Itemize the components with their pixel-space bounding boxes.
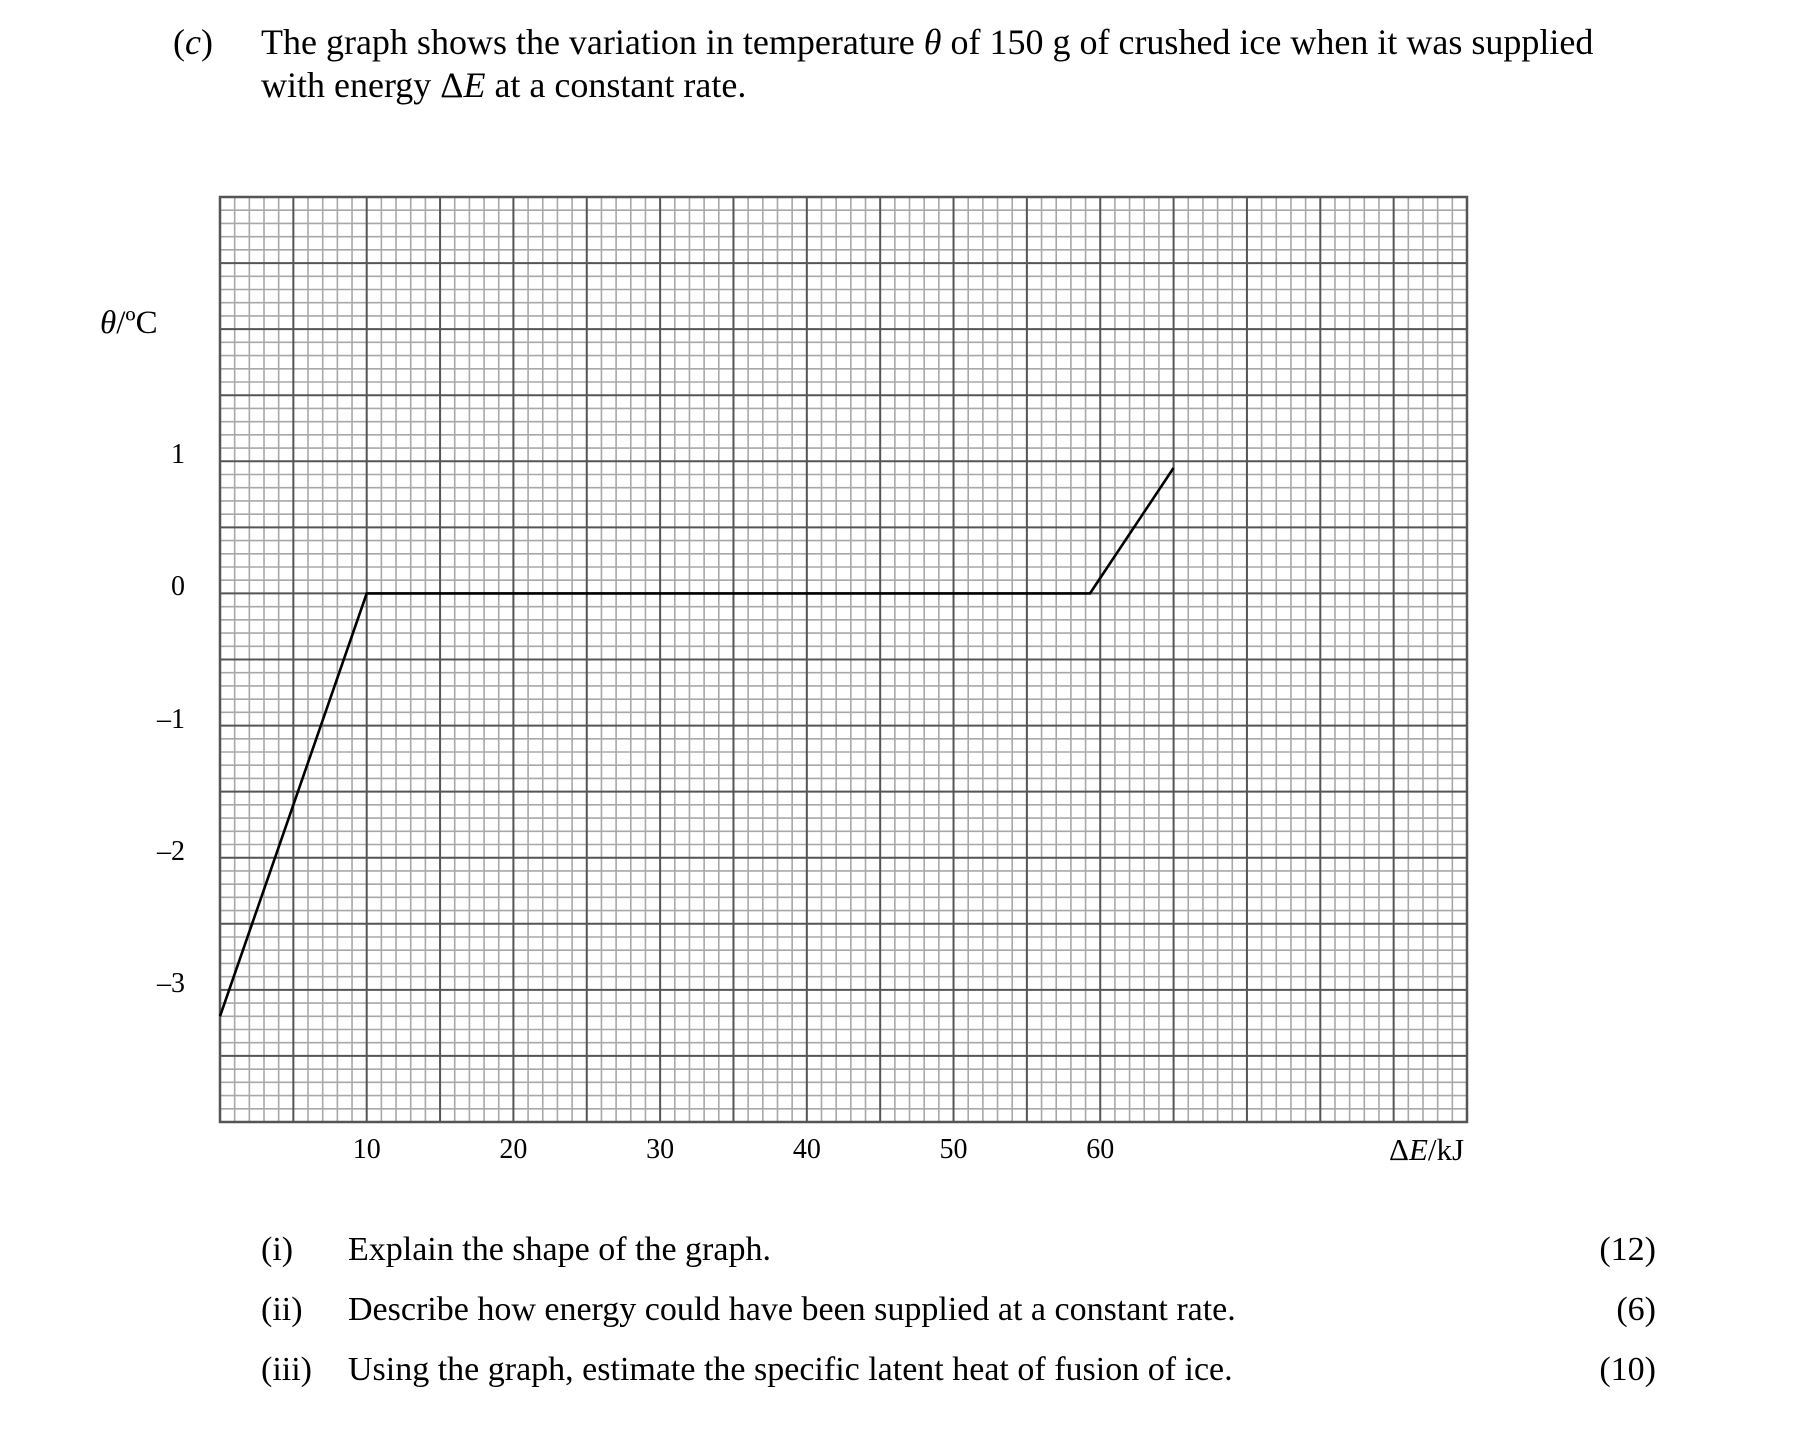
sub-question-number: (ii) xyxy=(261,1291,303,1328)
sub-question-marks: (6) xyxy=(1616,1291,1656,1328)
x-axis-symbol: E xyxy=(1408,1132,1428,1167)
sub-question-number: (i) xyxy=(261,1231,294,1268)
stem-text: with energy Δ xyxy=(261,65,464,105)
x-tick-label: 10 xyxy=(352,1134,381,1165)
stem-text: at a constant rate. xyxy=(485,65,747,105)
y-tick-label: –2 xyxy=(157,835,185,867)
sub-question-text: Explain the shape of the graph. xyxy=(348,1231,771,1268)
x-axis-unit: /kJ xyxy=(1427,1132,1465,1167)
major-grid xyxy=(220,197,1467,1122)
energy-symbol: E xyxy=(463,65,486,105)
x-tick-label: 30 xyxy=(646,1134,675,1165)
stem-text: of 150 g of crushed ice when it was supplied xyxy=(941,22,1594,62)
theta-symbol: θ xyxy=(923,22,942,62)
sub-question-marks: (12) xyxy=(1599,1231,1656,1268)
sub-question-text: Using the graph, estimate the specific latent heat of fusion of ice. xyxy=(348,1351,1233,1388)
y-tick-label: 0 xyxy=(171,571,185,603)
sub-question-marks: (10) xyxy=(1599,1351,1656,1388)
x-tick-label: 60 xyxy=(1086,1134,1115,1165)
paren-open: ( xyxy=(173,22,185,62)
stem-text: The graph shows the variation in temperature xyxy=(261,22,924,62)
x-tick-label: 20 xyxy=(499,1134,528,1165)
sub-question-text: Describe how energy could have been supplied at a constant rate. xyxy=(348,1291,1236,1328)
y-axis-symbol: θ xyxy=(100,305,117,341)
x-tick-label: 40 xyxy=(792,1134,821,1165)
y-axis-unit: /ºC xyxy=(116,305,158,341)
y-tick-label: –3 xyxy=(157,967,185,999)
paren-close: ) xyxy=(200,22,213,62)
x-tick-label: 50 xyxy=(939,1134,968,1165)
y-tick-label: 1 xyxy=(171,439,185,471)
x-axis-delta: Δ xyxy=(1389,1132,1409,1167)
part-letter: c xyxy=(185,22,201,62)
sub-question-number: (iii) xyxy=(261,1351,312,1388)
temperature-line xyxy=(220,468,1174,1016)
y-tick-label: –1 xyxy=(157,703,185,735)
